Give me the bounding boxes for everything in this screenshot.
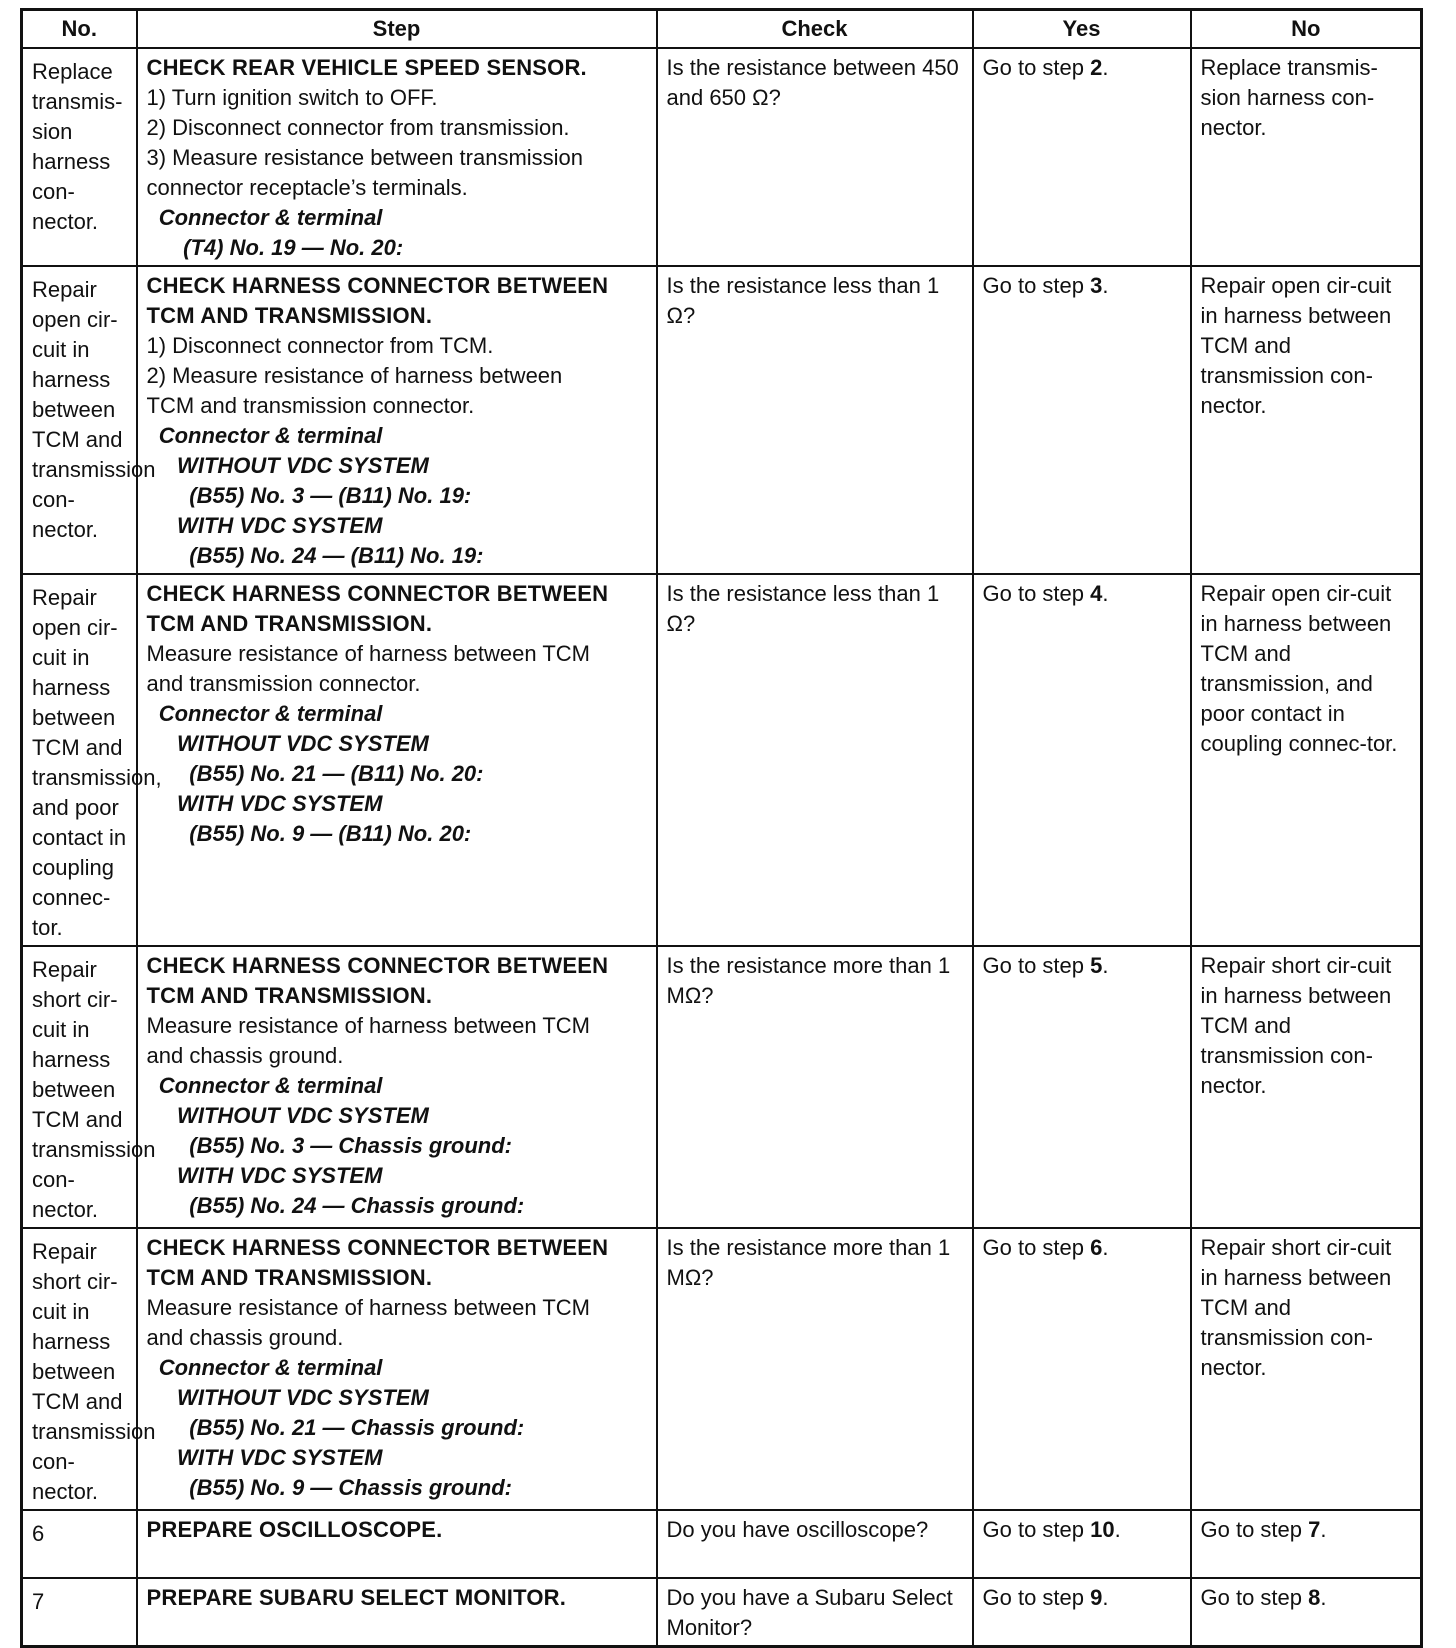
- no-prefix: Go to step: [1200, 1585, 1309, 1610]
- connector-terminal-line: Connector & terminal: [146, 1355, 383, 1380]
- connector-terminal-line: (B55) No. 3 — Chassis ground:: [146, 1133, 512, 1158]
- no-cell: [1191, 266, 1422, 574]
- connector-terminal-line: (B55) No. 24 — (B11) No. 19:: [146, 543, 484, 568]
- yes-step-number: 2: [1090, 55, 1103, 80]
- no-step-number: 8: [1308, 1585, 1321, 1610]
- check-cell: Is the resistance more than 1 MΩ?: [657, 946, 973, 1228]
- connector-terminal-line: WITHOUT VDC SYSTEM: [146, 453, 429, 478]
- yes-cell: [973, 946, 1191, 1228]
- step-instruction: Measure resistance of harness between TCM: [146, 1295, 590, 1320]
- no-prefix: Go to step: [1200, 1517, 1309, 1542]
- table-row: [22, 266, 1422, 574]
- step-cell: [137, 1228, 657, 1510]
- header-no-column: No: [1191, 10, 1422, 49]
- step-instruction: Measure resistance of harness between TCM: [146, 641, 590, 666]
- connector-terminal-line: WITHOUT VDC SYSTEM: [146, 731, 429, 756]
- no-action: Repair short cir-cuit in harness between TCM and transmission con-nector.: [1200, 1235, 1392, 1380]
- no-suffix: .: [1320, 1517, 1327, 1542]
- yes-suffix: .: [1102, 1585, 1109, 1610]
- step-instruction: 3) Measure resistance between transmission: [146, 145, 584, 170]
- check-cell: Do you have a Subaru Select Monitor?: [657, 1578, 973, 1647]
- step-instruction: 1) Disconnect connector from TCM.: [146, 333, 494, 358]
- yes-step-number: 3: [1090, 273, 1103, 298]
- step-instruction: and transmission connector.: [146, 671, 421, 696]
- step-number: Replace transmis-sion harness con-nector.: [22, 48, 137, 266]
- header-step: Step: [137, 10, 657, 49]
- yes-step-number: 4: [1090, 581, 1103, 606]
- yes-cell: [973, 574, 1191, 946]
- table-row: [22, 1510, 1422, 1578]
- connector-terminal-line: WITH VDC SYSTEM: [146, 1163, 383, 1188]
- connector-terminal-line: Connector & terminal: [146, 1073, 383, 1098]
- connector-terminal-line: (B55) No. 9 — Chassis ground:: [146, 1475, 512, 1500]
- connector-terminal-line: WITH VDC SYSTEM: [146, 791, 383, 816]
- step-number: Repair open cir-cuit in harness between TCM and transmission, and poor contact in coupling connec-tor.: [22, 574, 137, 946]
- connector-terminal-line: Connector & terminal: [146, 701, 383, 726]
- yes-cell: [973, 1510, 1191, 1578]
- step-title: CHECK REAR VEHICLE SPEED SENSOR.: [146, 55, 587, 80]
- yes-cell: [973, 48, 1191, 266]
- step-cell: [137, 48, 657, 266]
- table-row: [22, 946, 1422, 1228]
- check-cell: Is the resistance less than 1 Ω?: [657, 574, 973, 946]
- step-number: 6: [22, 1510, 137, 1578]
- yes-step-number: 6: [1090, 1235, 1103, 1260]
- step-instruction: TCM and transmission connector.: [146, 393, 475, 418]
- step-instruction: 2) Disconnect connector from transmission.: [146, 115, 570, 140]
- step-title: CHECK HARNESS CONNECTOR BETWEEN TCM AND TRANSMISSION.: [146, 953, 609, 1008]
- connector-terminal-line: (B55) No. 9 — (B11) No. 20:: [146, 821, 472, 846]
- step-cell: [137, 946, 657, 1228]
- connector-terminal-line: (T4) No. 19 — No. 20:: [146, 235, 404, 260]
- step-cell: [137, 574, 657, 946]
- step-title: CHECK HARNESS CONNECTOR BETWEEN TCM AND TRANSMISSION.: [146, 1235, 609, 1290]
- yes-step-number: 5: [1090, 953, 1103, 978]
- header-check: Check: [657, 10, 973, 49]
- step-instruction: connector receptacle’s terminals.: [146, 175, 468, 200]
- yes-prefix: Go to step: [982, 55, 1091, 80]
- yes-suffix: .: [1102, 55, 1109, 80]
- no-action: Repair open cir-cuit in harness between TCM and transmission, and poor contact in coupling connec-tor.: [1200, 581, 1398, 756]
- step-number: Repair short cir-cuit in harness between TCM and transmission con-nector.: [22, 1228, 137, 1510]
- step-instruction: and chassis ground.: [146, 1325, 344, 1350]
- step-instruction: 2) Measure resistance of harness between: [146, 363, 563, 388]
- connector-terminal-line: WITHOUT VDC SYSTEM: [146, 1385, 429, 1410]
- yes-cell: [973, 1578, 1191, 1647]
- no-step-number: 7: [1308, 1517, 1321, 1542]
- no-suffix: .: [1320, 1585, 1327, 1610]
- check-cell: Is the resistance more than 1 MΩ?: [657, 1228, 973, 1510]
- step-title: PREPARE OSCILLOSCOPE.: [146, 1517, 443, 1542]
- yes-cell: [973, 1228, 1191, 1510]
- connector-terminal-line: (B55) No. 21 — (B11) No. 20:: [146, 761, 484, 786]
- header-yes: Yes: [973, 10, 1191, 49]
- check-cell: Is the resistance between 450 and 650 Ω?: [657, 48, 973, 266]
- yes-prefix: Go to step: [982, 1517, 1091, 1542]
- yes-prefix: Go to step: [982, 581, 1091, 606]
- step-cell: [137, 1578, 657, 1647]
- no-action: Repair open cir-cuit in harness between TCM and transmission con-nector.: [1200, 273, 1392, 418]
- step-title: PREPARE SUBARU SELECT MONITOR.: [146, 1585, 567, 1610]
- step-instruction: 1) Turn ignition switch to OFF.: [146, 85, 438, 110]
- step-title: CHECK HARNESS CONNECTOR BETWEEN TCM AND TRANSMISSION.: [146, 273, 609, 328]
- connector-terminal-line: (B55) No. 21 — Chassis ground:: [146, 1415, 525, 1440]
- yes-suffix: .: [1102, 581, 1109, 606]
- yes-suffix: .: [1102, 273, 1109, 298]
- no-cell: [1191, 1578, 1422, 1647]
- no-cell: [1191, 1510, 1422, 1578]
- yes-prefix: Go to step: [982, 1235, 1091, 1260]
- yes-cell: [973, 266, 1191, 574]
- connector-terminal-line: WITHOUT VDC SYSTEM: [146, 1103, 429, 1128]
- yes-suffix: .: [1114, 1517, 1121, 1542]
- connector-terminal-line: WITH VDC SYSTEM: [146, 513, 383, 538]
- no-cell: [1191, 574, 1422, 946]
- connector-terminal-line: WITH VDC SYSTEM: [146, 1445, 383, 1470]
- connector-terminal-line: (B55) No. 3 — (B11) No. 19:: [146, 483, 472, 508]
- step-number: Repair open cir-cuit in harness between TCM and transmission con-nector.: [22, 266, 137, 574]
- step-cell: [137, 266, 657, 574]
- step-title: CHECK HARNESS CONNECTOR BETWEEN TCM AND TRANSMISSION.: [146, 581, 609, 636]
- no-cell: [1191, 1228, 1422, 1510]
- table-row: [22, 1228, 1422, 1510]
- no-action: Repair short cir-cuit in harness between TCM and transmission con-nector.: [1200, 953, 1392, 1098]
- yes-prefix: Go to step: [982, 1585, 1091, 1610]
- check-cell: Is the resistance less than 1 Ω?: [657, 266, 973, 574]
- table-row: [22, 1578, 1422, 1647]
- step-number: 7: [22, 1578, 137, 1647]
- step-instruction: Measure resistance of harness between TCM: [146, 1013, 590, 1038]
- header-row: [22, 10, 1422, 49]
- header-no: No.: [22, 10, 137, 49]
- connector-terminal-line: Connector & terminal: [146, 423, 383, 448]
- yes-suffix: .: [1102, 1235, 1109, 1260]
- yes-prefix: Go to step: [982, 273, 1091, 298]
- yes-step-number: 9: [1090, 1585, 1103, 1610]
- table-row: [22, 574, 1422, 946]
- no-action: Replace transmis-sion harness con-nector.: [1200, 55, 1378, 140]
- no-cell: [1191, 946, 1422, 1228]
- check-cell: Do you have oscilloscope?: [657, 1510, 973, 1578]
- no-cell: [1191, 48, 1422, 266]
- connector-terminal-line: Connector & terminal: [146, 205, 383, 230]
- yes-prefix: Go to step: [982, 953, 1091, 978]
- step-instruction: and chassis ground.: [146, 1043, 344, 1068]
- yes-step-number: 10: [1090, 1517, 1115, 1542]
- yes-suffix: .: [1102, 953, 1109, 978]
- diagnostic-table: [20, 8, 1423, 1648]
- connector-terminal-line: (B55) No. 24 — Chassis ground:: [146, 1193, 525, 1218]
- step-number: Repair short cir-cuit in harness between TCM and transmission con-nector.: [22, 946, 137, 1228]
- table-row: [22, 48, 1422, 266]
- step-cell: [137, 1510, 657, 1578]
